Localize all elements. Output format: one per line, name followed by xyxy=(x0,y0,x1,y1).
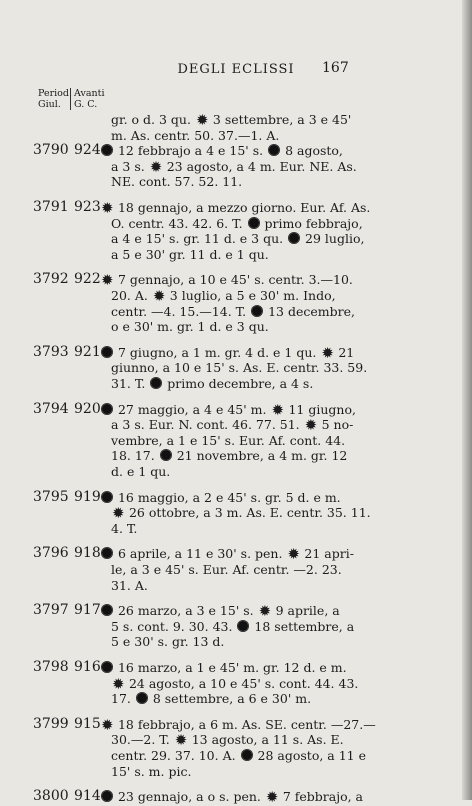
book-spine-shadow xyxy=(462,0,472,800)
sun-star-icon: ✹ xyxy=(321,343,334,362)
moon-disc-icon xyxy=(101,346,113,358)
eclipse-entry-line: d. e 1 qu. xyxy=(111,464,171,479)
moon-disc-icon xyxy=(101,491,113,503)
moon-disc-icon xyxy=(288,232,300,244)
column-header-avanti xyxy=(70,88,104,110)
julian-period-year: 3796 xyxy=(33,545,69,562)
eclipse-entry-line: 31. T. primo decembre, a 4 s. xyxy=(111,376,314,391)
julian-period-year: 3799 xyxy=(33,715,69,732)
julian-period-year: 3790 xyxy=(33,142,69,159)
eclipse-entry-line: 5 s. cont. 9. 30. 43. 18 settembre, a xyxy=(111,618,355,634)
moon-disc-icon xyxy=(101,547,113,559)
continuation-line: gr. o d. 3 qu. ✹ 3 settembre, a 3 e 45' xyxy=(111,111,352,129)
eclipse-entry-line: 31. A. xyxy=(111,577,148,593)
moon-disc-icon xyxy=(160,449,172,461)
eclipse-entry-line: centr. 29. 37. 10. A. 28 agosto, a 11 e xyxy=(111,748,367,763)
julian-period-year: 3791 xyxy=(33,199,69,215)
year-before-christ: 915 xyxy=(74,715,101,732)
moon-disc-icon xyxy=(101,403,113,415)
sun-star-icon: ✹ xyxy=(149,157,163,176)
eclipse-entry-line: 23 gennajo, a o s. pen. ✹ 7 febbrajo, a xyxy=(100,789,363,804)
sun-star-icon: ✹ xyxy=(271,400,285,419)
year-before-christ: 914 xyxy=(74,788,101,805)
eclipse-entry-line: 18. 17. 21 novembre, a 4 m. gr. 12 xyxy=(111,448,348,464)
moon-disc-icon xyxy=(101,604,113,616)
year-before-christ: 917 xyxy=(74,602,101,619)
continuation-line: m. As. centr. 50. 37.—1. A. xyxy=(111,127,280,143)
moon-disc-icon xyxy=(251,305,263,317)
sun-star-icon: ✹ xyxy=(174,731,188,750)
eclipse-entry-line: O. centr. 43. 42. 6. T. primo febbrajo, xyxy=(111,215,363,231)
eclipse-entry-line: 4. T. xyxy=(111,520,138,536)
year-before-christ: 921 xyxy=(74,343,101,360)
page-title: DEGLI ECLISSI xyxy=(177,62,295,77)
moon-disc-icon xyxy=(101,144,113,156)
year-before-christ: 918 xyxy=(74,545,101,562)
eclipse-entry-line: giunno, a 10 e 15' s. As. E. centr. 33. 59. xyxy=(111,360,368,376)
moon-disc-icon xyxy=(101,790,113,802)
eclipse-entry-line: a 3 s. Eur. N. cont. 46. 77. 51. ✹ 5 no- xyxy=(111,416,354,435)
year-before-christ: 923 xyxy=(74,199,101,215)
eclipse-entry-line: ✹ 18 gennajo, a mezzo giorno. Eur. Af. As. xyxy=(101,199,371,217)
column-header-avanti-line1: Avanti xyxy=(74,88,105,99)
julian-period-year: 3794 xyxy=(33,400,69,417)
eclipse-entry-line: 6 aprile, a 11 e 30' s. pen. ✹ 21 apri- xyxy=(100,546,354,561)
eclipse-entry-line: 27 maggio, a 4 e 45' m. ✹ 11 giugno, xyxy=(100,402,356,417)
eclipse-entry-line: 20. A. ✹ 3 luglio, a 5 e 30' m. Indo, xyxy=(111,287,336,305)
eclipse-entry-line: 12 febbrajo a 4 e 15' s. 8 agosto, xyxy=(100,143,343,158)
eclipse-entry-line: a 4 e 15' s. gr. 11 d. e 3 qu. 29 luglio, xyxy=(111,231,365,247)
sun-star-icon: ✹ xyxy=(287,545,300,564)
year-before-christ: 922 xyxy=(74,271,101,288)
sun-star-icon: ✹ xyxy=(101,715,114,734)
sun-star-icon: ✹ xyxy=(304,416,318,435)
julian-period-year: 3793 xyxy=(33,343,69,360)
julian-period-year: 3800 xyxy=(33,788,69,805)
eclipse-entry-line: 7 giugno, a 1 m. gr. 4 d. e 1 qu. ✹ 21 xyxy=(100,345,354,360)
sun-star-icon: ✹ xyxy=(112,674,125,693)
julian-period-year: 3798 xyxy=(33,659,69,675)
eclipse-entry-line: ✹ 24 agosto, a 10 e 45' s. cont. 44. 43. xyxy=(112,674,359,693)
eclipse-entry-line: ✹ 26 ottobre, a 3 m. As. E. centr. 35. 11. xyxy=(112,504,371,523)
sun-star-icon: ✹ xyxy=(258,602,272,621)
julian-period-year: 3797 xyxy=(33,602,69,619)
eclipse-entry-line: NE. cont. 57. 52. 11. xyxy=(111,174,243,190)
eclipse-entry-line: 16 marzo, a 1 e 45' m. gr. 12 d. e m. xyxy=(100,660,347,675)
eclipse-entry-line: 26 marzo, a 3 e 15' s. ✹ 9 aprile, a xyxy=(100,603,340,618)
year-before-christ: 920 xyxy=(74,400,101,417)
column-header-period-line1: Period. xyxy=(38,88,72,99)
julian-period-year: 3792 xyxy=(33,271,69,288)
moon-disc-icon xyxy=(101,661,113,673)
moon-disc-icon xyxy=(150,377,162,389)
sun-star-icon: ✹ xyxy=(152,287,166,305)
eclipse-entry-line: 17. 8 settembre, a 6 e 30' m. xyxy=(111,691,312,707)
moon-disc-icon xyxy=(248,217,260,229)
page-number: 167 xyxy=(322,60,349,76)
column-header-period-line2: Giul. xyxy=(38,99,61,110)
moon-disc-icon xyxy=(241,749,253,761)
sun-star-icon: ✹ xyxy=(112,504,125,523)
eclipse-entry-line: 30.—2. T. ✹ 13 agosto, a 11 s. As. E. xyxy=(111,731,344,750)
eclipse-entry-line: centr. —4. 15.—14. T. 13 decembre, xyxy=(111,303,355,319)
julian-period-year: 3795 xyxy=(33,488,69,505)
eclipse-entry-line: 5 e 30' s. gr. 13 d. xyxy=(111,634,225,650)
column-header-period xyxy=(38,88,72,110)
eclipse-entry-line: 16 maggio, a 2 e 45' s. gr. 5 d. e m. xyxy=(100,490,341,505)
eclipse-entry-line: 15' s. m. pic. xyxy=(111,763,192,779)
eclipse-entry-line: vembre, a 1 e 15' s. Eur. Af. cont. 44. xyxy=(111,432,346,448)
eclipse-entry-line: a 3 s. ✹ 23 agosto, a 4 m. Eur. NE. As. xyxy=(111,157,357,176)
sun-star-icon: ✹ xyxy=(101,271,114,290)
year-before-christ: 919 xyxy=(74,488,101,505)
year-before-christ: 916 xyxy=(74,659,101,675)
sun-star-icon: ✹ xyxy=(101,199,114,217)
year-before-christ: 924 xyxy=(74,142,101,159)
sun-star-icon: ✹ xyxy=(265,788,279,806)
eclipse-entry-line: ✹ 18 febbrajo, a 6 m. As. SE. centr. —27.— xyxy=(101,715,376,734)
eclipse-entry-line: le, a 3 e 45' s. Eur. Af. centr. —2. 23. xyxy=(111,562,342,577)
moon-disc-icon xyxy=(136,692,148,704)
sun-star-icon: ✹ xyxy=(195,111,209,129)
moon-disc-icon xyxy=(237,620,249,632)
column-header-avanti-line2: G. C. xyxy=(74,99,98,110)
moon-disc-icon xyxy=(268,144,280,156)
eclipse-entry-line: a 5 e 30' gr. 11 d. e 1 qu. xyxy=(111,246,269,262)
eclipse-entry-line: o e 30' m. gr. 1 d. e 3 qu. xyxy=(111,319,269,335)
eclipse-entry-line: ✹ 7 gennajo, a 10 e 45' s. centr. 3.—10. xyxy=(101,271,353,290)
